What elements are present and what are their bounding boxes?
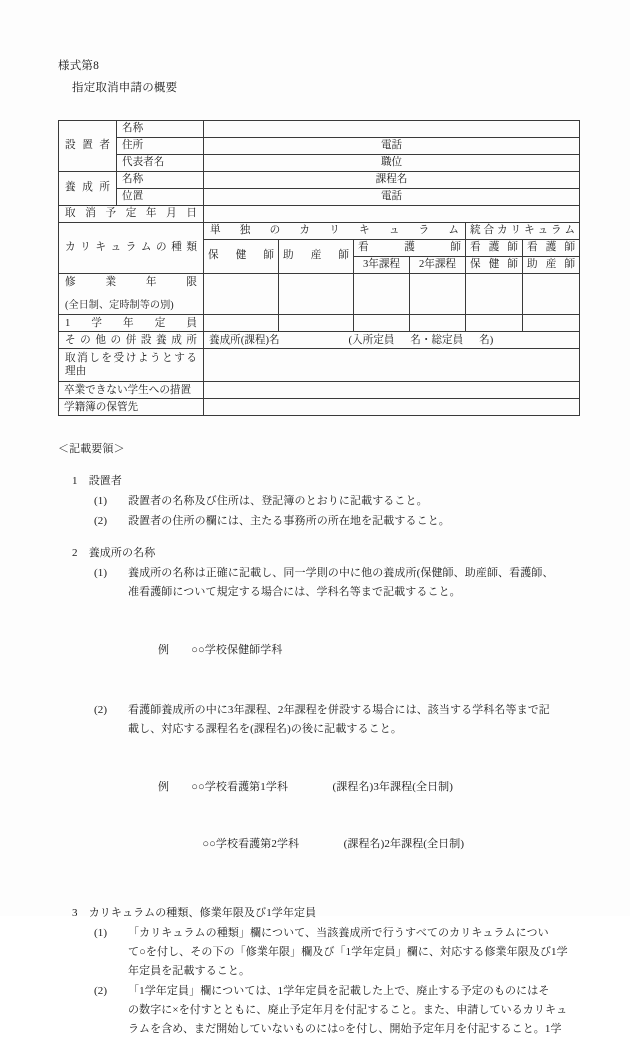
founder-name-value[interactable]: [204, 120, 580, 137]
notes-heading: ＜記載要領＞: [58, 443, 125, 456]
school-name-value[interactable]: 課程名: [204, 171, 580, 188]
notes-section-1-title: 1 設置者: [72, 475, 122, 488]
cancel-reason-value[interactable]: [204, 349, 580, 382]
notes-example-block: [72, 740, 580, 891]
other-schools-label: その他の併設養成所: [59, 332, 204, 349]
school-years-label-line1: 修業年限: [65, 276, 197, 288]
table-row-registry-storage: [59, 399, 580, 416]
table-row-cancel-date: [59, 205, 580, 222]
notes-item-line: 「カリキュラムの種類」欄について、当該養成所で行うすべてのカリキュラムについ: [128, 927, 549, 940]
table-row-school-name: [59, 171, 580, 188]
capacity-value-kangoshi-2year[interactable]: [410, 315, 466, 332]
notes-item: [72, 492, 580, 511]
notes-item: [72, 982, 580, 1039]
notes-item-text: [128, 701, 580, 739]
table-row-capacity: [59, 315, 580, 332]
notes-item-line: 准看護師について規定する場合には、学科名等まで記載すること。: [128, 585, 461, 598]
cancel-reason-label: [59, 349, 204, 382]
notes-item-number: (1): [94, 495, 108, 508]
student-measures-value[interactable]: [204, 382, 580, 399]
col-header-integrated-kangoshi-1: 看護師: [466, 239, 523, 256]
notes-section-2-title: 2 養成所の名称: [72, 547, 156, 560]
school-label: 養成所: [59, 171, 117, 205]
notes-item-text: [128, 924, 580, 981]
table-row-founder-address: [59, 137, 580, 154]
table-row-student-measures: [59, 382, 580, 399]
notes-item-text: 設置者の住所の欄には、主たる事務所の所在地を記載すること。: [128, 515, 450, 528]
school-years-value-josanshi[interactable]: [279, 273, 354, 315]
cancel-date-label: 取消予定年月日: [59, 205, 204, 222]
col-header-kangoshi-3year: 3年課程: [354, 256, 410, 273]
notes-section: [58, 440, 580, 1038]
founder-representative-value[interactable]: 職位: [204, 154, 580, 171]
notes-example-line: 例 ○○学校看護第1学科 (課程名)3年課程(全日制): [158, 780, 454, 793]
notes-item-line: ラムを含め、まだ開始していないものには○を付し、開始予定年月を付記すること。1学: [128, 1022, 562, 1035]
page-title: 指定取消申請の概要: [72, 82, 178, 95]
school-location-value[interactable]: 電話: [204, 188, 580, 205]
notes-item-text: [128, 564, 580, 602]
notes-section-2: [58, 544, 580, 697]
group-single-curriculum-header: 単独のカリキュラム: [204, 222, 466, 239]
col-header-hokenshi: 保健師: [204, 239, 279, 273]
notes-item: [72, 512, 580, 531]
table-row-school-location: [59, 188, 580, 205]
school-years-value-kangoshi-3year[interactable]: [354, 273, 410, 315]
col-header-integrated-hokenshi: 保健師: [466, 256, 523, 273]
col-header-integrated-kangoshi-2: 看護師: [523, 239, 580, 256]
school-years-value-hokenshi[interactable]: [204, 273, 279, 315]
col-header-integrated-josanshi: 助産師: [523, 256, 580, 273]
notes-section-3-title: 3 カリキュラムの種類、修業年限及び1学年定員: [72, 907, 317, 920]
table-row-curriculum-group: [59, 222, 580, 239]
notes-example-block: [72, 603, 580, 698]
notes-item-number: (2): [94, 985, 108, 998]
founder-address-label: 住所: [117, 137, 204, 154]
notes-item-number: (1): [94, 567, 108, 580]
notes-item-number: (2): [94, 704, 108, 717]
notes-item-line: 看護師養成所の中に3年課程、2年課程を併設する場合には、該当する学科名等まで記: [128, 704, 550, 717]
table-row-founder-name: [59, 120, 580, 137]
notes-item: [72, 924, 580, 981]
notes-item-number: (2): [94, 515, 108, 528]
school-years-value-integrated-hokenshi[interactable]: [466, 273, 523, 315]
col-header-kangoshi-2year: 2年課程: [410, 256, 466, 273]
founder-representative-label: 代表者名: [117, 154, 204, 171]
notes-item-line: 養成所の名称は正確に記載し、同一学則の中に他の養成所(保健師、助産師、看護師、: [128, 567, 554, 580]
founder-name-label: 名称: [117, 120, 204, 137]
school-name-label: 名称: [117, 171, 204, 188]
notes-example-line: 例 ○○学校保健師学科: [158, 643, 283, 656]
curriculum-type-label: カリキュラムの種類: [59, 222, 204, 273]
notes-item-text: 設置者の名称及び住所は、登記簿のとおりに記載すること。: [128, 495, 428, 508]
notes-item-line: 「1学年定員」欄については、1学年定員を記載した上で、廃止する予定のものにはそ: [128, 985, 550, 998]
notes-item-text: [128, 982, 580, 1039]
capacity-label: 1学年定員: [59, 315, 204, 332]
table-row-other-schools: [59, 332, 580, 349]
cancel-date-value[interactable]: [204, 205, 580, 222]
founder-label: 設置者: [59, 120, 117, 171]
school-location-label: 位置: [117, 188, 204, 205]
col-header-josanshi: 助産師: [279, 239, 354, 273]
notes-item-line: て○を付し、その下の「修業年限」欄及び「1学年定員」欄に、対応する修業年限及び1学: [128, 946, 568, 959]
capacity-value-integrated-josanshi[interactable]: [523, 315, 580, 332]
school-years-label-line2: (全日制、定時制等の別): [65, 299, 174, 311]
registry-storage-value[interactable]: [204, 399, 580, 416]
student-measures-label: 卒業できない学生への措置: [59, 382, 204, 399]
school-years-value-integrated-josanshi[interactable]: [523, 273, 580, 315]
notes-section-3: [58, 904, 580, 1038]
capacity-value-integrated-hokenshi[interactable]: [466, 315, 523, 332]
cancel-reason-label-line1: 取消しを受けようとする: [65, 353, 197, 365]
registry-storage-label: 学籍簿の保管先: [59, 399, 204, 416]
other-schools-value[interactable]: 養成所(課程)名 (入所定員 名・総定員 名): [204, 332, 580, 349]
capacity-value-kangoshi-3year[interactable]: [354, 315, 410, 332]
table-row-founder-representative: [59, 154, 580, 171]
capacity-value-hokenshi[interactable]: [204, 315, 279, 332]
notes-section-2b: [58, 701, 580, 891]
cancel-reason-label-line2: 理由: [65, 366, 87, 378]
table-row-school-years: [59, 273, 580, 315]
notes-item: [72, 564, 580, 602]
founder-address-value[interactable]: 電話: [204, 137, 580, 154]
notes-example-line: ○○学校看護第2学科 (課程名)2年課程(全日制): [158, 837, 465, 850]
application-summary-table: [58, 120, 580, 417]
table-row-cancel-reason: [59, 349, 580, 382]
notes-item-line: 年定員を記載すること。: [128, 965, 251, 978]
notes-section-1: [58, 472, 580, 531]
group-integrated-curriculum-header: 統合カリキュラム: [466, 222, 580, 239]
school-years-value-kangoshi-2year[interactable]: [410, 273, 466, 315]
notes-item: [72, 701, 580, 739]
capacity-value-josanshi[interactable]: [279, 315, 354, 332]
notes-item-line: の数字に×を付すとともに、廃止予定年月を付記すること。また、申請しているカリキュ: [128, 1003, 568, 1016]
notes-item-number: (1): [94, 927, 108, 940]
notes-item-line: 載し、対応する課程名を(課程名)の後に記載すること。: [128, 723, 402, 736]
form-number: 様式第8: [58, 60, 100, 72]
school-years-label: [59, 273, 204, 315]
col-header-kangoshi: 看護師: [354, 239, 466, 256]
